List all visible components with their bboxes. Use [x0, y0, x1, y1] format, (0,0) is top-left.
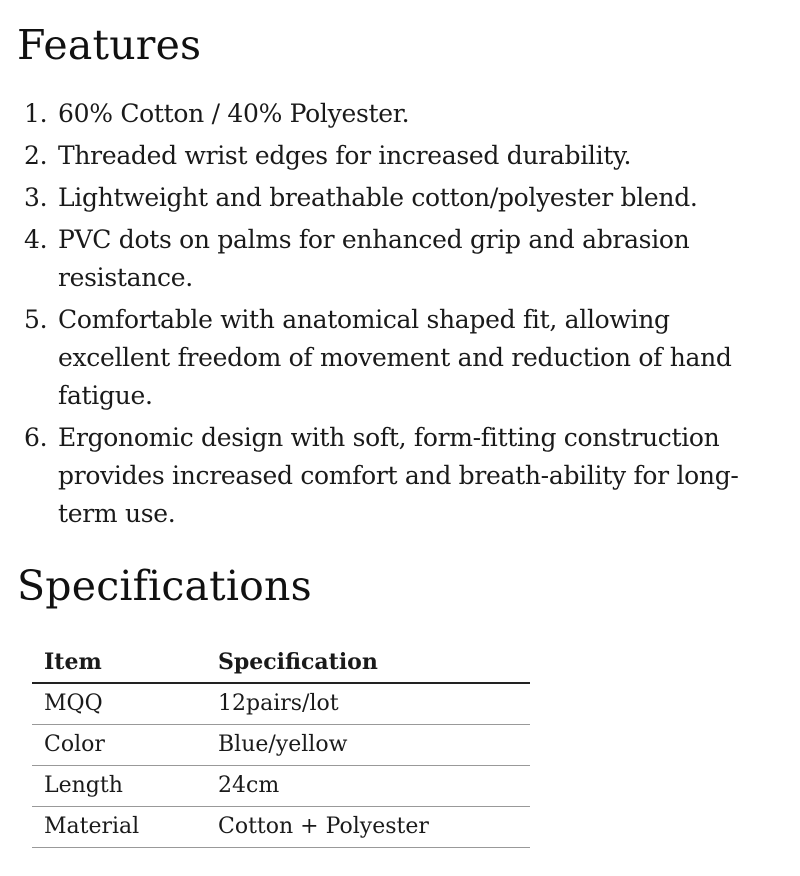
feature-number: 4. — [24, 225, 48, 254]
feature-number: 1. — [24, 99, 48, 128]
feature-item — [24, 95, 784, 133]
table-row — [32, 766, 530, 807]
feature-item — [24, 419, 784, 533]
spec-item-cell: Length — [32, 766, 218, 807]
feature-number: 6. — [24, 423, 48, 452]
column-header-item: Item — [32, 642, 218, 683]
spec-value-cell: 24cm — [218, 766, 530, 807]
feature-text: Threaded wrist edges for increased durability. — [58, 141, 632, 170]
feature-text: PVC dots on palms for enhanced grip and abrasion resistance. — [58, 225, 690, 292]
spec-item-cell: Material — [32, 807, 218, 848]
feature-item — [24, 301, 784, 415]
feature-item — [24, 179, 784, 217]
feature-item — [24, 137, 784, 175]
feature-text: Ergonomic design with soft, form-fitting construction provides increased comfort and breath-ability for long-term use. — [58, 423, 739, 528]
specifications-table — [32, 642, 530, 848]
feature-number: 3. — [24, 183, 48, 212]
spec-item-cell: MQQ — [32, 683, 218, 725]
table-header-row — [32, 642, 530, 683]
feature-number: 5. — [24, 305, 48, 334]
feature-number: 2. — [24, 141, 48, 170]
feature-text: Lightweight and breathable cotton/polyester blend. — [58, 183, 698, 212]
features-heading: Features — [17, 21, 202, 69]
specifications-heading: Specifications — [17, 562, 312, 610]
feature-text: Comfortable with anatomical shaped fit, allowing excellent freedom of movement and reduction of hand fatigue. — [58, 305, 732, 410]
feature-text: 60% Cotton / 40% Polyester. — [58, 99, 410, 128]
spec-value-cell: Cotton + Polyester — [218, 807, 530, 848]
spec-item-cell: Color — [32, 725, 218, 766]
table-row — [32, 725, 530, 766]
feature-item — [24, 221, 784, 297]
spec-value-cell: Blue/yellow — [218, 725, 530, 766]
spec-value-cell: 12pairs/lot — [218, 683, 530, 725]
table-row — [32, 807, 530, 848]
features-list — [24, 95, 784, 537]
table-row — [32, 683, 530, 725]
column-header-specification: Specification — [218, 642, 530, 683]
